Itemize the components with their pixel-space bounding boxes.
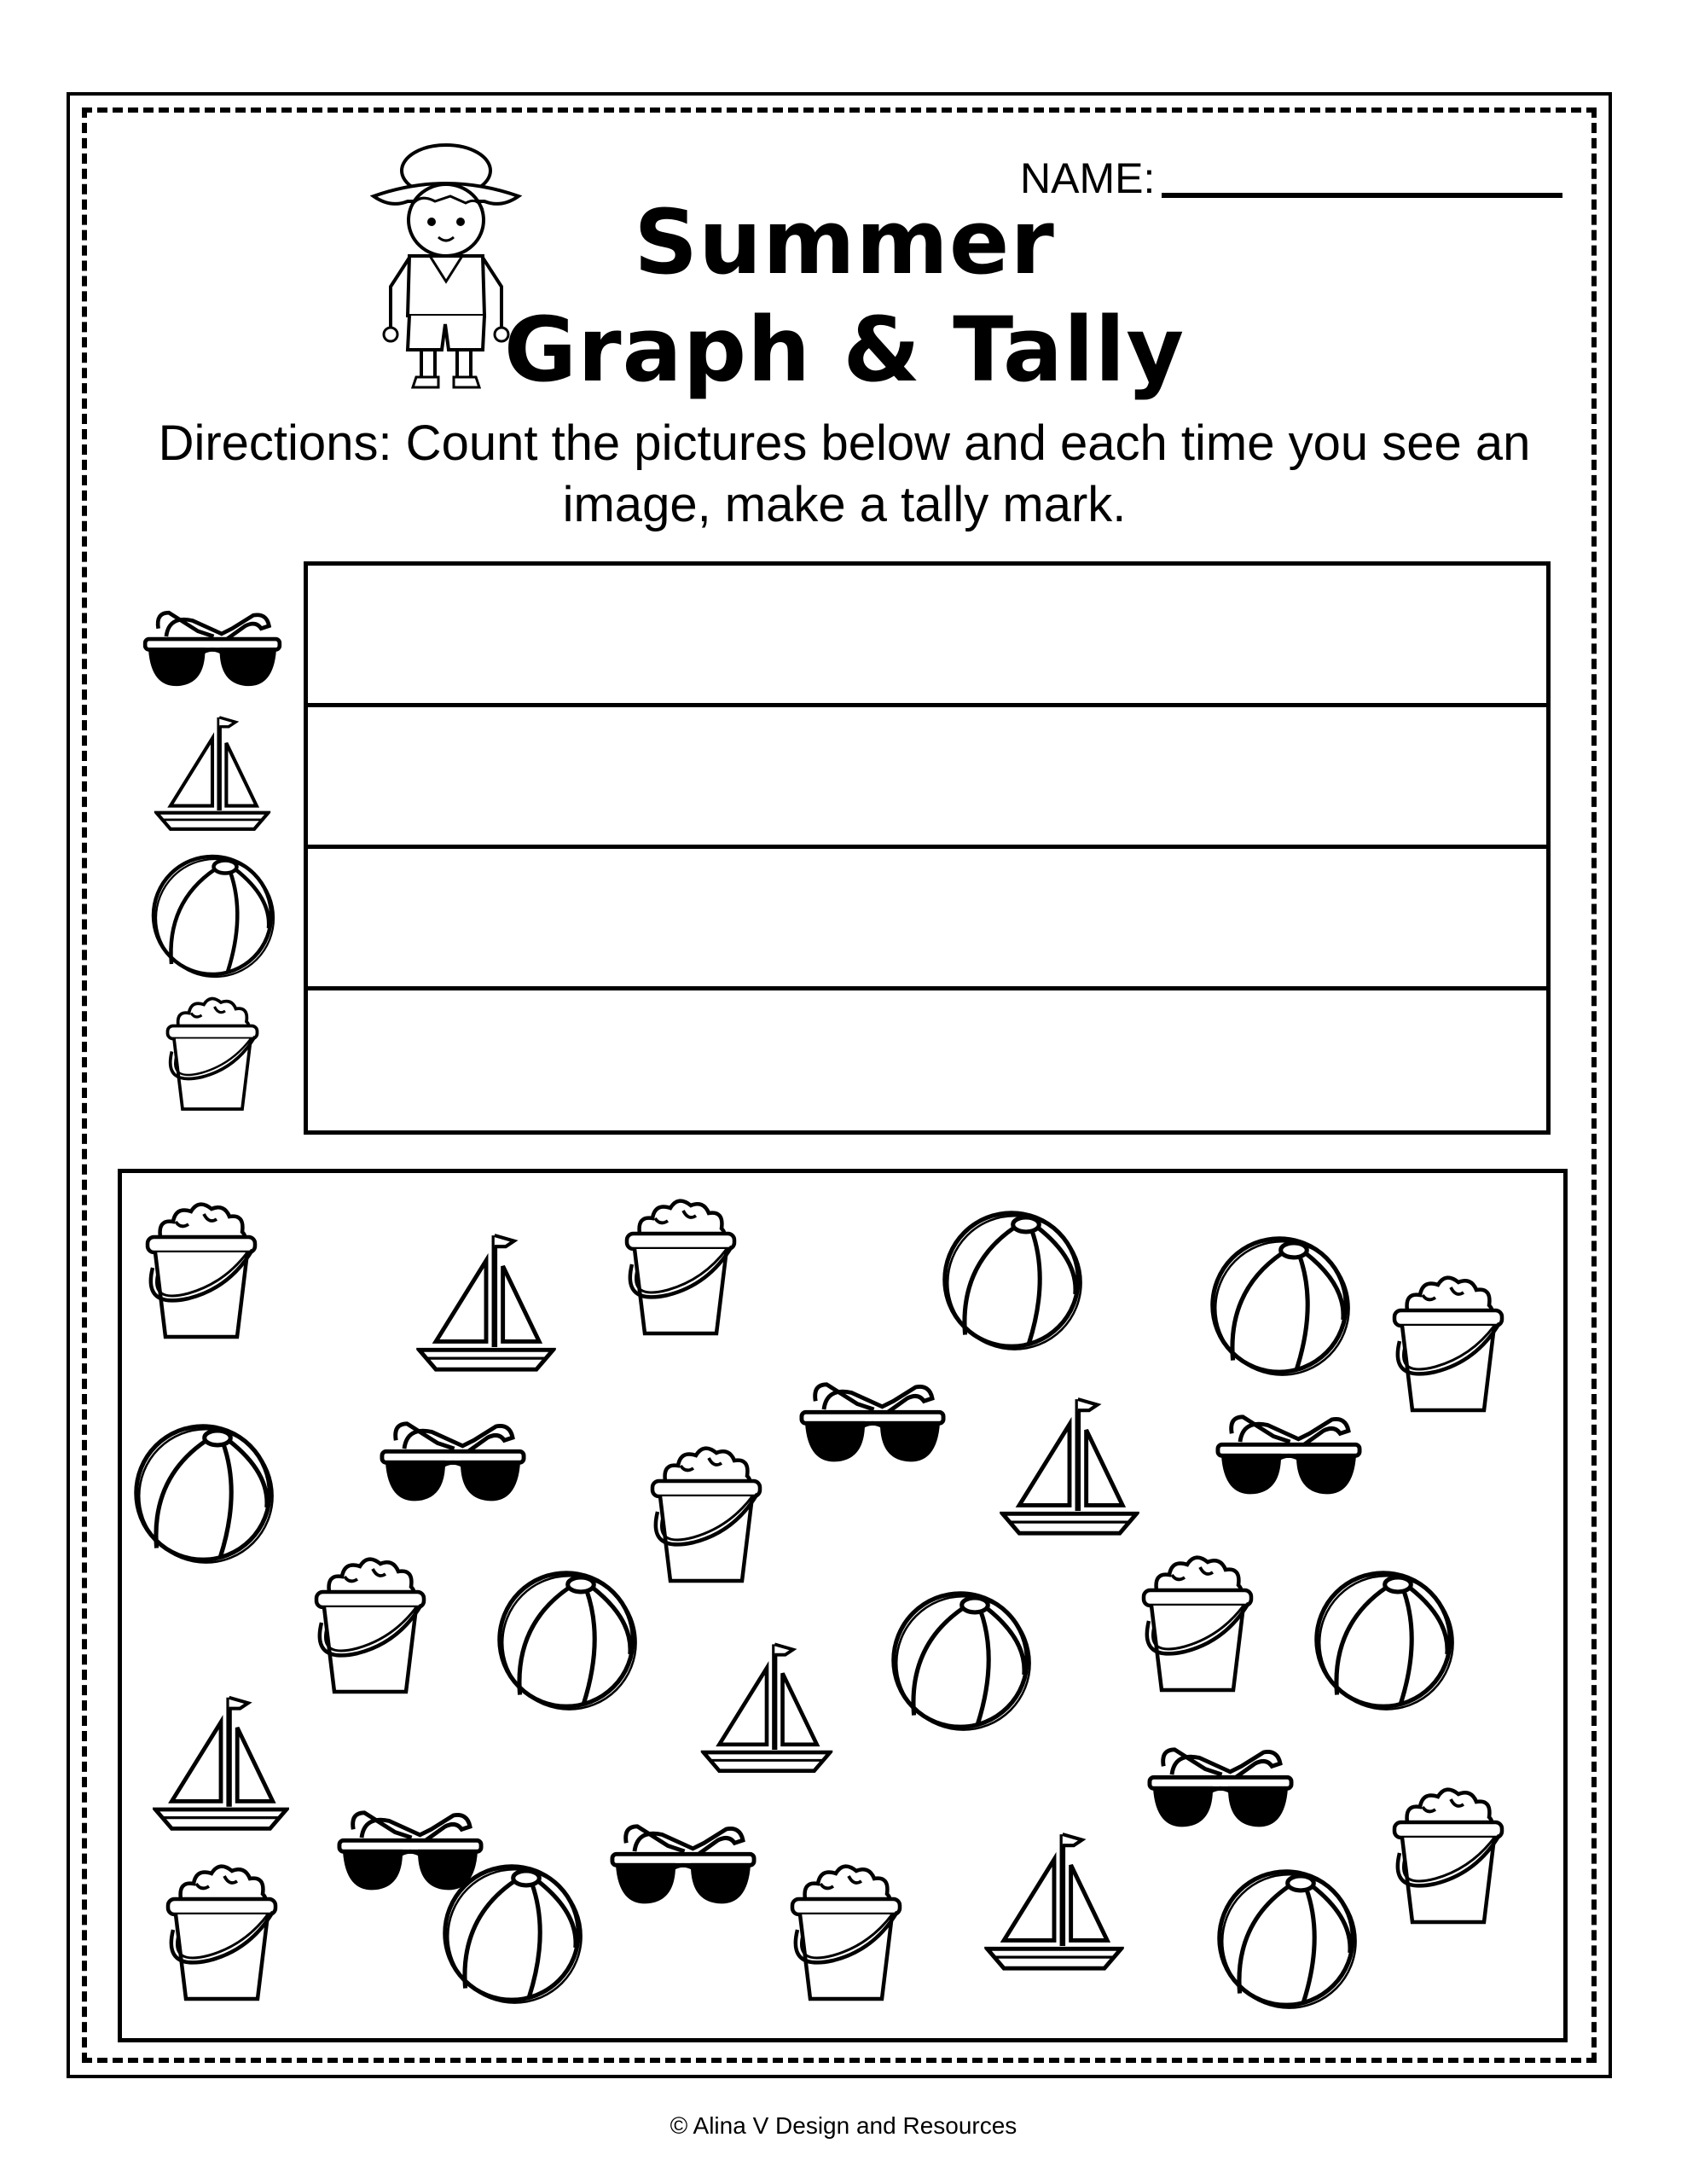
sunglasses-picture: [1144, 1741, 1297, 1838]
beach-ball-picture: [130, 1420, 275, 1565]
tally-row-bucket[interactable]: [308, 990, 1546, 1132]
sunglasses-icon: [140, 587, 285, 715]
beach-ball-picture: [939, 1207, 1084, 1352]
bucket-picture: [158, 1856, 286, 2009]
bucket-picture: [306, 1548, 434, 1702]
beach-ball-picture: [494, 1567, 639, 1712]
name-field[interactable]: [1020, 143, 1562, 200]
sunglasses-picture: [333, 1804, 487, 1902]
beach-ball-picture: [888, 1588, 1033, 1733]
page-title-line2: Graph & Tally: [503, 298, 1186, 402]
beach-ball-icon: [140, 851, 285, 979]
beach-ball-picture: [1311, 1567, 1456, 1712]
sunglasses-picture: [376, 1415, 530, 1513]
directions-line2: image, make a tally mark.: [562, 477, 1127, 532]
footer-copyright: © Alina V Design and Resources: [670, 2112, 1017, 2139]
page-title-line1: Summer: [634, 190, 1055, 294]
directions-line1: Directions: Count the pictures below and each time you see an: [158, 415, 1531, 471]
tally-row-sunglasses[interactable]: [308, 566, 1546, 707]
bucket-picture: [1133, 1547, 1261, 1700]
sailboat-picture: [982, 1823, 1127, 1977]
sand-bucket-icon: [140, 990, 285, 1118]
sailboat-picture: [997, 1388, 1142, 1542]
sailboat-icon: [140, 708, 285, 836]
bucket-picture: [782, 1856, 910, 2009]
bucket-picture: [1384, 1267, 1512, 1420]
bucket-picture: [1384, 1779, 1512, 1932]
sailboat-picture: [699, 1634, 835, 1779]
tally-table: [304, 561, 1551, 1135]
beach-ball-picture: [1207, 1233, 1352, 1378]
bucket-picture: [642, 1438, 770, 1591]
picture-box: [118, 1169, 1568, 2042]
name-blank-line[interactable]: [1162, 193, 1562, 198]
sunglasses-picture: [796, 1376, 949, 1473]
sailboat-picture: [153, 1685, 289, 1838]
beach-ball-picture: [1214, 1866, 1359, 2011]
name-label: NAME:: [1020, 154, 1156, 202]
sunglasses-picture: [1212, 1409, 1365, 1506]
sailboat-picture: [414, 1224, 559, 1378]
bucket-picture: [137, 1194, 265, 1347]
tally-row-beach-ball[interactable]: [308, 849, 1546, 990]
tally-row-sailboat[interactable]: [308, 707, 1546, 849]
directions-text: [102, 413, 1586, 536]
bucket-picture: [617, 1190, 745, 1344]
sunglasses-picture: [606, 1818, 760, 1915]
